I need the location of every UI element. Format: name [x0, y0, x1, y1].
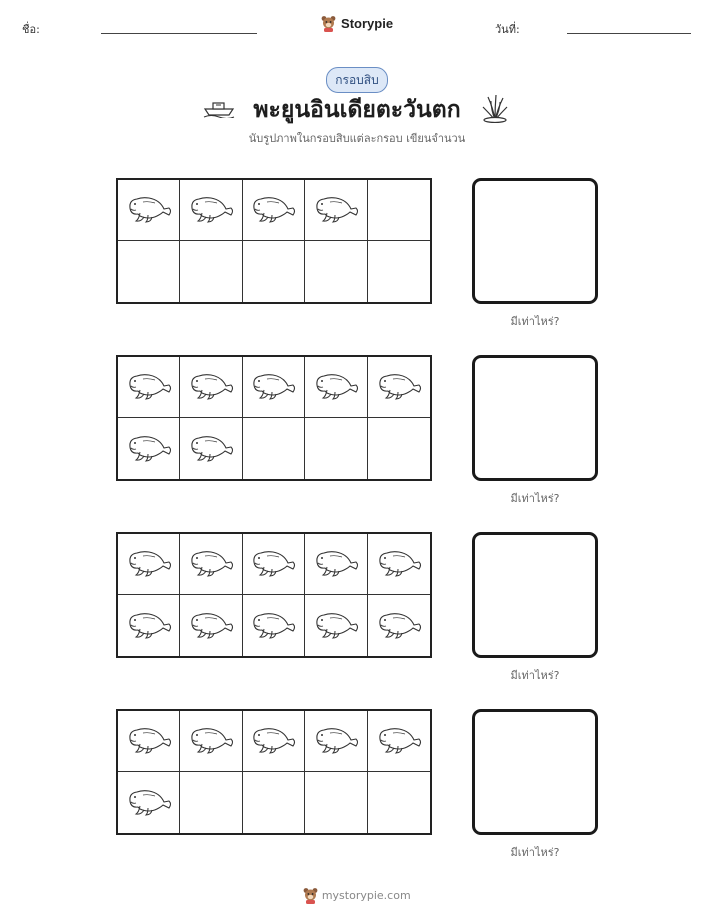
ten-frame-cell: [118, 241, 180, 302]
ten-frame-cell: [180, 772, 242, 833]
manatee-icon: [187, 722, 235, 760]
ten-frame-cell: [243, 711, 305, 772]
manatee-icon: [312, 545, 360, 583]
manatee-icon: [187, 191, 235, 229]
manatee-icon: [375, 722, 423, 760]
manatee-icon: [125, 430, 173, 468]
manatee-icon: [125, 191, 173, 229]
ten-frame-cell: [305, 180, 367, 241]
instructions: นับรูปภาพในกรอบสิบแต่ละกรอบ เขียนจำนวน: [248, 132, 466, 145]
ten-frame: [116, 532, 432, 658]
manatee-icon: [375, 607, 423, 645]
ten-frame-cell: [368, 772, 430, 833]
footer-url: mystorypie.com: [321, 889, 411, 902]
ten-frame-cell: [243, 534, 305, 595]
date-line[interactable]: [567, 33, 691, 34]
ten-frame-cell: [305, 418, 367, 479]
date-label: วันที่:: [495, 23, 520, 36]
brand-logo: [0, 13, 714, 32]
bear-logo-icon: [321, 15, 336, 32]
manatee-icon: [125, 722, 173, 760]
ten-frame: [116, 709, 432, 835]
manatee-icon: [375, 545, 423, 583]
manatee-icon: [249, 607, 297, 645]
manatee-icon: [187, 430, 235, 468]
answer-box[interactable]: [472, 709, 598, 835]
ten-frame-cell: [243, 418, 305, 479]
count-question: มีเท่าไหร่?: [510, 315, 560, 328]
manatee-icon: [125, 545, 173, 583]
ten-frame: [116, 355, 432, 481]
manatee-icon: [249, 722, 297, 760]
manatee-icon: [125, 368, 173, 406]
footer: [0, 887, 714, 904]
page-title: พะยูนอินเดียตะวันตก: [253, 97, 461, 123]
ten-frame-cell: [368, 595, 430, 656]
ten-frame-cell: [180, 180, 242, 241]
ten-frame-cell: [118, 418, 180, 479]
ten-frame-cell: [180, 241, 242, 302]
ten-frame-cell: [118, 772, 180, 833]
ten-frame: [116, 178, 432, 304]
ten-frame-cell: [243, 357, 305, 418]
manatee-icon: [312, 722, 360, 760]
manatee-icon: [187, 545, 235, 583]
ten-frame-cell: [368, 180, 430, 241]
ten-frame-cell: [243, 595, 305, 656]
ten-frame-cell: [305, 711, 367, 772]
ten-frame-cell: [180, 534, 242, 595]
ten-frame-cell: [368, 241, 430, 302]
ten-frame-cell: [180, 357, 242, 418]
count-question: มีเท่าไหร่?: [510, 846, 560, 859]
ten-frame-cell: [243, 772, 305, 833]
manatee-icon: [125, 607, 173, 645]
ten-frame-cell: [180, 418, 242, 479]
answer-box[interactable]: [472, 178, 598, 304]
ten-frame-cell: [368, 418, 430, 479]
ten-frame-cell: [243, 241, 305, 302]
manatee-icon: [312, 607, 360, 645]
ten-frame-cell: [305, 534, 367, 595]
ten-frame-cell: [368, 357, 430, 418]
seagrass-icon: [480, 93, 510, 127]
manatee-icon: [187, 368, 235, 406]
manatee-icon: [312, 368, 360, 406]
ten-frame-cell: [118, 711, 180, 772]
ten-frame-cell: [305, 772, 367, 833]
ten-frame-cell: [305, 595, 367, 656]
ten-frame-cell: [118, 534, 180, 595]
ten-frame-cell: [305, 241, 367, 302]
brand-name: Storypie: [341, 16, 394, 31]
name-line[interactable]: [101, 33, 257, 34]
ten-frame-cell: [180, 711, 242, 772]
name-label: ชื่อ:: [22, 23, 40, 36]
manatee-icon: [249, 191, 297, 229]
manatee-icon: [312, 191, 360, 229]
manatee-icon: [249, 368, 297, 406]
ten-frame-cell: [180, 595, 242, 656]
ten-frame-cell: [368, 711, 430, 772]
manatee-icon: [125, 784, 173, 822]
bear-logo-icon: [303, 887, 318, 904]
topic-badge: กรอบสิบ: [326, 67, 388, 93]
answer-box[interactable]: [472, 532, 598, 658]
count-question: มีเท่าไหร่?: [510, 492, 560, 505]
ten-frame-cell: [243, 180, 305, 241]
count-question: มีเท่าไหร่?: [510, 669, 560, 682]
manatee-icon: [187, 607, 235, 645]
manatee-icon: [249, 545, 297, 583]
ten-frame-cell: [118, 357, 180, 418]
answer-box[interactable]: [472, 355, 598, 481]
ten-frame-cell: [305, 357, 367, 418]
ten-frame-cell: [118, 180, 180, 241]
ten-frame-cell: [368, 534, 430, 595]
manatee-icon: [375, 368, 423, 406]
ten-frame-cell: [118, 595, 180, 656]
